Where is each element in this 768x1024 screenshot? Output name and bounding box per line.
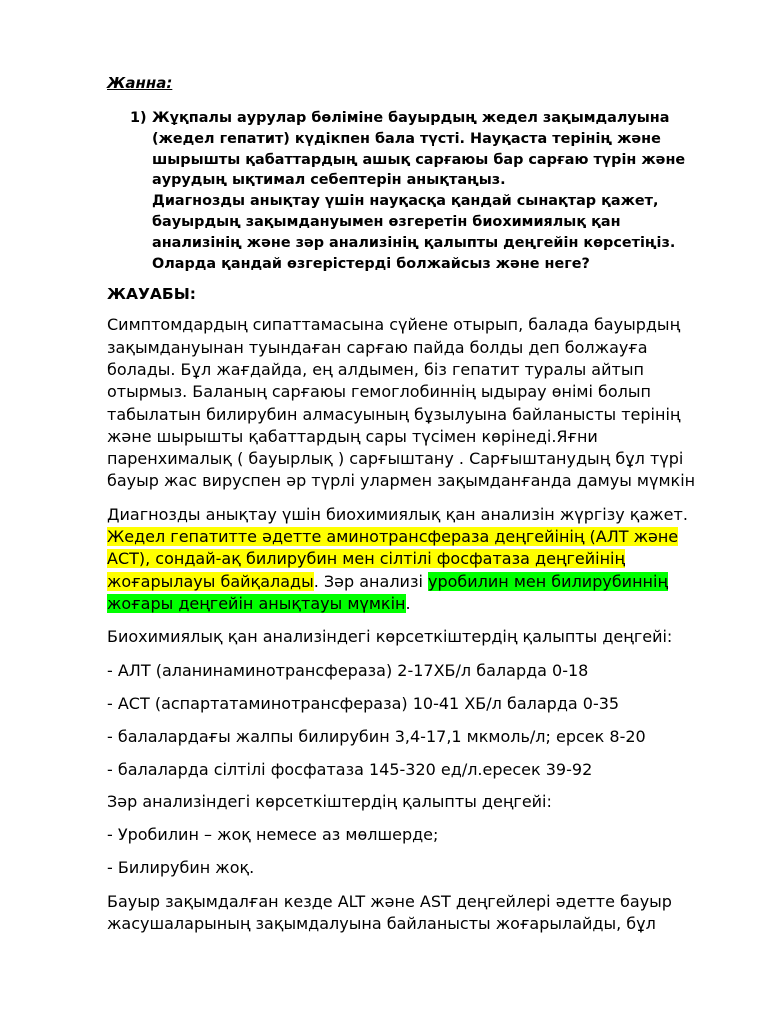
- list-item: - Уробилин – жоқ немесе аз мөлшерде;: [107, 825, 439, 845]
- tests-paragraph: [107, 504, 717, 615]
- task-line: Оларда қандай өзгерістерді болжайсыз және неге?: [152, 255, 590, 272]
- paragraph-line: Диагнозды анықтау үшін биохимиялық қан анализін жүргізу қажет.: [107, 504, 688, 524]
- paragraph-line: және шырышты қабаттардың сары түсімен көрінеді.Яғни: [107, 426, 598, 446]
- yellow-highlight: Жедел гепатитте әдетте аминотрансфераза деңгейінің (АЛТ және: [107, 527, 679, 547]
- list-item: - балаларда сілтілі фосфатаза 145-320 ед/л.ересек 39-92: [107, 760, 593, 780]
- paragraph-line: [107, 593, 717, 615]
- paragraph-line: жасушаларының зақымдалуына байланысты жоғарылайды, бұл: [107, 913, 656, 933]
- urine-norms-heading: Зәр анализіндегі көрсеткіштердің қалыпты деңгейі:: [107, 791, 552, 811]
- green-highlight: жоғары деңгейін анықтауы мүмкін: [107, 593, 406, 613]
- paragraph-line: болады. Бұл жағдайда, ең алдымен, біз гепатит туралы айтып: [107, 359, 644, 379]
- paragraph-line: табылатын билирубин алмасуының бұзылуына байланысты терінің: [107, 404, 681, 424]
- plain-text: .: [405, 593, 411, 613]
- author-name: Жанна:: [107, 74, 173, 92]
- paragraph-line: зақымдануынан туындаған сарғаю пайда болды деп болжауға: [107, 337, 648, 357]
- task-item: [107, 108, 717, 274]
- green-highlight: уробилин мен билирубиннің: [427, 571, 669, 591]
- paragraph-line: бауыр жас вируспен әр түрлі улармен зақымданғанда дамуы мүмкін: [107, 471, 696, 491]
- paragraph-line: [107, 571, 717, 593]
- list-item: - балалардағы жалпы билирубин 3,4-17,1 мкмоль/л; ерсек 8-20: [107, 727, 646, 747]
- list-item: - Билирубин жоқ.: [107, 858, 255, 878]
- task-line: Диагнозды анықтау үшін науқасқа қандай сынақтар қажет,: [152, 193, 659, 210]
- blood-norms-heading: Биохимиялық қан анализіндегі көрсеткіштердің қалыпты деңгейі:: [107, 627, 673, 647]
- paragraph-line: паренхималық ( бауырлық ) сарғыштану . Сарғыштанудың бұл түрі: [107, 449, 684, 469]
- task-line: анализінің және зәр анализінің қалыпты деңгейін көрсетіңіз.: [152, 234, 676, 251]
- conclusion-paragraph: [107, 891, 717, 936]
- plain-text: . Зәр анализі: [313, 571, 428, 591]
- task-list: [107, 108, 717, 274]
- task-line: Жұқпалы аурулар бөліміне бауырдың жедел зақымдалуына: [152, 110, 670, 126]
- paragraph-line: Симптомдардың сипаттамасына сүйене отырып, балада бауырдың: [107, 315, 681, 335]
- task-line: бауырдың зақымдануымен өзгеретін биохимиялық қан: [152, 213, 621, 230]
- task-line: аурудың ықтимал себептерін анықтаңыз.: [152, 172, 506, 189]
- list-item: - АСТ (аспартатаминотрансфераза) 10-41 ХБ/л баларда 0-35: [107, 693, 620, 713]
- list-item: - АЛТ (аланинаминотрансфераза) 2-17ХБ/л баларда 0-18: [107, 660, 589, 680]
- paragraph-line: Бауыр зақымдалған кезде ALT және AST деңгейлері әдетте бауыр: [107, 891, 672, 911]
- task-line: (жедел гепатит) күдікпен бала түсті. Науқаста терінің және: [152, 130, 661, 147]
- yellow-highlight: жоғарылауы байқалады: [107, 571, 314, 591]
- document-page: [107, 72, 717, 935]
- task-number: 1): [130, 110, 147, 126]
- paragraph-line: [107, 526, 717, 548]
- diagnosis-paragraph: [107, 314, 717, 492]
- answer-heading: ЖАУАБЫ:: [107, 285, 196, 304]
- paragraph-line: отырмыз. Баланың сарғаюы гемоглобиннің ыдырау өнімі болып: [107, 382, 651, 402]
- paragraph-line: [107, 548, 717, 570]
- task-line: шырышты қабаттардың ашық сарғаюы бар сарғаю түрін және: [152, 151, 686, 168]
- yellow-highlight: АСТ), сондай-ақ билирубин мен сілтілі фосфатаза деңгейінің: [107, 549, 626, 569]
